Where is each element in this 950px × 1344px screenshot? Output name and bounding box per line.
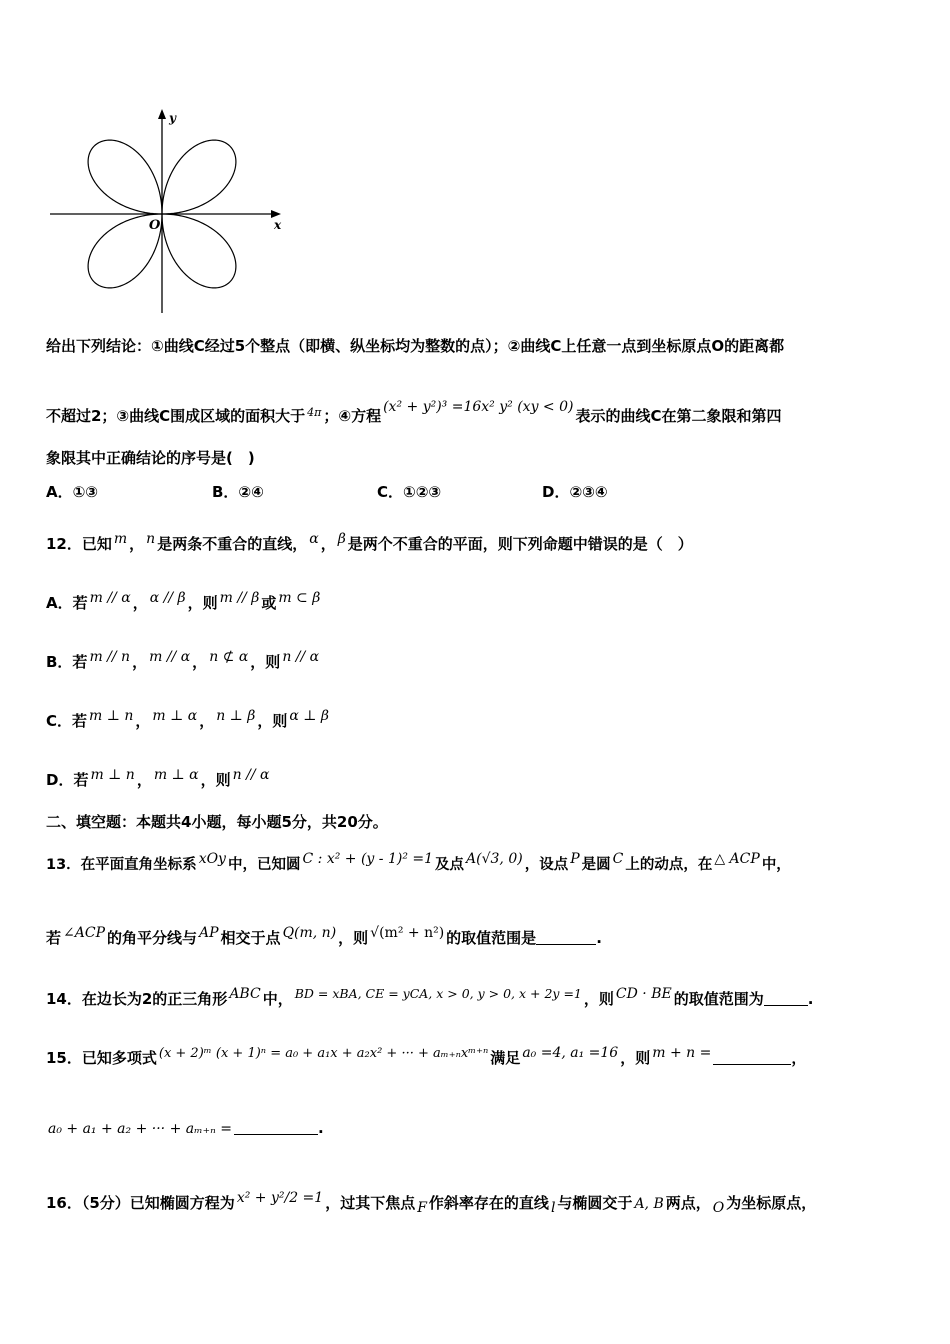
q12-c-label: C．若 — [46, 712, 88, 730]
q12-a-cond2: α // β — [149, 590, 186, 606]
q13-text-g: 中， — [761, 857, 791, 873]
q12-d-cond2: m ⊥ α — [153, 767, 199, 783]
q12-option-d: D．若 m ⊥ n ， m ⊥ α ，则 n // α — [46, 767, 270, 789]
q14-text-a: 14．在边长为2的正三角形 — [46, 990, 228, 1008]
coord-system: xOy — [198, 851, 226, 867]
q15-text-d: ， — [791, 1049, 807, 1067]
q12-b-cond3: n ⊄ α — [209, 649, 249, 665]
q15-line2 — [46, 1118, 324, 1139]
q11-line2-text-b: ；④方程 — [323, 407, 382, 425]
var-n: n — [146, 531, 156, 547]
q16-text-a: 16．（5分）已知椭圆方程为 — [46, 1194, 235, 1212]
q13-text-j: 相交于点 — [220, 929, 281, 947]
circle-c: C — [612, 851, 624, 867]
q16-text-e: 两点， — [665, 1194, 711, 1212]
origin-o: O — [712, 1200, 725, 1216]
polynomial-expansion: (x + 2)ᵐ (x + 1)ⁿ = a₀ + a₁x + a₂x² + ··· + aₘ₊ₙxᵐ⁺ⁿ — [158, 1046, 489, 1061]
q12-a-result2: m ⊂ β — [278, 590, 321, 606]
q12-d-cond1: m ⊥ n — [90, 767, 135, 783]
q12-text1: 是两条不重合的直线， — [157, 535, 308, 553]
q12-stem — [46, 529, 693, 554]
q11-line2 — [46, 397, 782, 426]
q12-option-a: A．若 m // α ， α // β ，则 m // β 或 m ⊂ β — [46, 590, 321, 612]
q12-option-b: B．若 m // n ， m // α ， n ⊄ α ，则 n // α — [46, 649, 320, 671]
y-axis-arrow-icon — [158, 109, 166, 119]
q15-line1 — [46, 1043, 806, 1068]
q13-text-i: 的角平分线与 — [107, 929, 198, 947]
q15-blank-2[interactable] — [234, 1120, 318, 1135]
vector-conditions: BD = xBA, CE = yCA, x > 0, y > 0, x + 2y =1 — [294, 986, 582, 1001]
q12-a-cond1: m // α — [89, 590, 131, 606]
m-plus-n: m + n = — [652, 1045, 712, 1061]
q12-c-then: ，则 — [257, 712, 288, 730]
area-expression: 4π — [307, 406, 322, 419]
q16-text-c: 作斜率存在的直线 — [428, 1194, 549, 1212]
points-ab: A, B — [634, 1196, 664, 1212]
q11-options — [46, 482, 746, 502]
q11-option-c: C．①②③ — [377, 483, 442, 501]
curve-figure — [45, 105, 290, 315]
q13-line2 — [46, 923, 602, 948]
point-a: A(√3, 0) — [466, 851, 523, 867]
q14-text-b: 中， — [262, 990, 293, 1008]
q12-a-result1: m // β — [219, 590, 260, 606]
q12-b-cond2: m // α — [149, 649, 191, 665]
q12-sep2: ， — [320, 535, 336, 553]
angle-acp: ∠ACP — [63, 925, 105, 941]
dot-product: CD · BE — [615, 986, 672, 1002]
q13-text-a: 13．在平面直角坐标系 — [46, 857, 197, 873]
focus-f: F — [417, 1200, 427, 1216]
q12-sep1: ， — [129, 535, 145, 553]
q11-option-d: D．②③④ — [542, 483, 608, 501]
triangle-abc: ABC — [229, 986, 261, 1002]
q11-line3-text: 象限其中正确结论的序号是( ) — [46, 449, 255, 467]
curve-equation: (x² + y²)³ =16x² y² (xy < 0) — [383, 399, 574, 415]
q11-line2-text-a: 不超过2；③曲线C围成区域的面积大于 — [46, 407, 306, 425]
q12-a-then: ，则 — [187, 594, 218, 612]
q12-option-c: C．若 m ⊥ n ， m ⊥ α ， n ⊥ β ，则 α ⊥ β — [46, 708, 330, 730]
triangle-acp: △ ACP — [714, 851, 760, 867]
x-axis-arrow-icon — [271, 210, 281, 218]
var-alpha: α — [309, 531, 319, 547]
q14-period: . — [807, 990, 814, 1008]
section-2-heading — [46, 812, 388, 832]
q11-option-b: B．②④ — [212, 483, 264, 501]
q13-text-d: ，设点 — [524, 857, 569, 873]
q13-text-l: 的取值范围是 — [446, 929, 537, 947]
q11-line1-text: 给出下列结论：①曲线C经过5个整点（即横、纵坐标均为整数的点）；②曲线C上任意一点到坐标原点O的距离都 — [46, 337, 785, 355]
q15-blank-1[interactable] — [713, 1050, 791, 1065]
q12-c-cond2: m ⊥ α — [152, 708, 198, 724]
q13-answer-blank[interactable] — [536, 930, 596, 945]
coefficient-sum: a₀ + a₁ + a₂ + ··· + aₘ₊ₙ = — [48, 1121, 232, 1137]
coefficient-conditions: a₀ =4, a₁ =16 — [522, 1045, 619, 1061]
q16-text-b: ，过其下焦点 — [325, 1194, 416, 1212]
q11-line3 — [46, 448, 255, 468]
ellipse-equation: x² + y²/2 =1 — [236, 1190, 324, 1206]
q15-text-b: 满足 — [490, 1049, 521, 1067]
x-axis-label: x — [274, 218, 282, 232]
q12-c-result: α ⊥ β — [289, 708, 330, 724]
q12-b-cond1: m // n — [89, 649, 131, 665]
q12-b-then: ，则 — [250, 653, 281, 671]
q13-line1 — [46, 849, 791, 875]
q15-text-c: ，则 — [620, 1049, 651, 1067]
q13-text-f: 上的动点，在 — [625, 857, 713, 873]
line-l: l — [550, 1200, 556, 1216]
q11-line2-text-c: 表示的曲线C在第二象限和第四 — [575, 407, 782, 425]
q13-text-k: ，则 — [338, 929, 369, 947]
q12-b-label: B．若 — [46, 653, 88, 671]
q14-text-c: ，则 — [583, 990, 614, 1008]
q12-c-cond1: m ⊥ n — [89, 708, 134, 724]
q12-prefix: 12．已知 — [46, 535, 112, 553]
q12-d-label: D．若 — [46, 771, 89, 789]
q12-a-label: A．若 — [46, 594, 88, 612]
q12-text2: 是两个不重合的平面，则下列命题中错误的是（ ） — [347, 535, 693, 553]
section-2-text: 二、填空题：本题共4小题，每小题5分，共20分。 — [46, 813, 388, 831]
point-q: Q(m, n) — [282, 925, 337, 941]
q12-d-result: n // α — [232, 767, 270, 783]
q12-b-result: n // α — [282, 649, 320, 665]
q16-text-f: 为坐标原点， — [726, 1194, 817, 1212]
var-beta: β — [337, 531, 346, 547]
segment-ap: AP — [199, 925, 219, 941]
q14-text-d: 的取值范围为 — [673, 990, 764, 1008]
q14-line — [46, 984, 813, 1009]
origin-label: O — [149, 218, 161, 233]
point-p: P — [570, 851, 580, 867]
q11-line1 — [46, 336, 784, 356]
sqrt-expression: √(m² + n²) — [370, 925, 445, 941]
q15-text-a: 15．已知多项式 — [46, 1049, 157, 1067]
q13-text-h: 若 — [46, 929, 62, 947]
circle-equation: C : x² + (y - 1)² =1 — [302, 851, 434, 867]
q16-text-d: 与椭圆交于 — [557, 1194, 633, 1212]
q16-line — [46, 1188, 816, 1218]
q14-answer-blank[interactable] — [764, 991, 808, 1006]
q13-text-c: 及点 — [435, 857, 465, 873]
var-m: m — [113, 531, 128, 547]
q13-text-b: 中，已知圆 — [227, 857, 301, 873]
q11-option-a: A．①③ — [46, 483, 99, 501]
q12-d-then: ，则 — [200, 771, 231, 789]
q13-text-e: 是圆 — [581, 857, 611, 873]
q15-period: . — [317, 1119, 324, 1137]
q12-c-cond3: n ⊥ β — [216, 708, 256, 724]
y-axis-label: y — [169, 111, 176, 125]
q12-a-or: 或 — [261, 594, 277, 612]
q13-period: . — [596, 929, 602, 947]
